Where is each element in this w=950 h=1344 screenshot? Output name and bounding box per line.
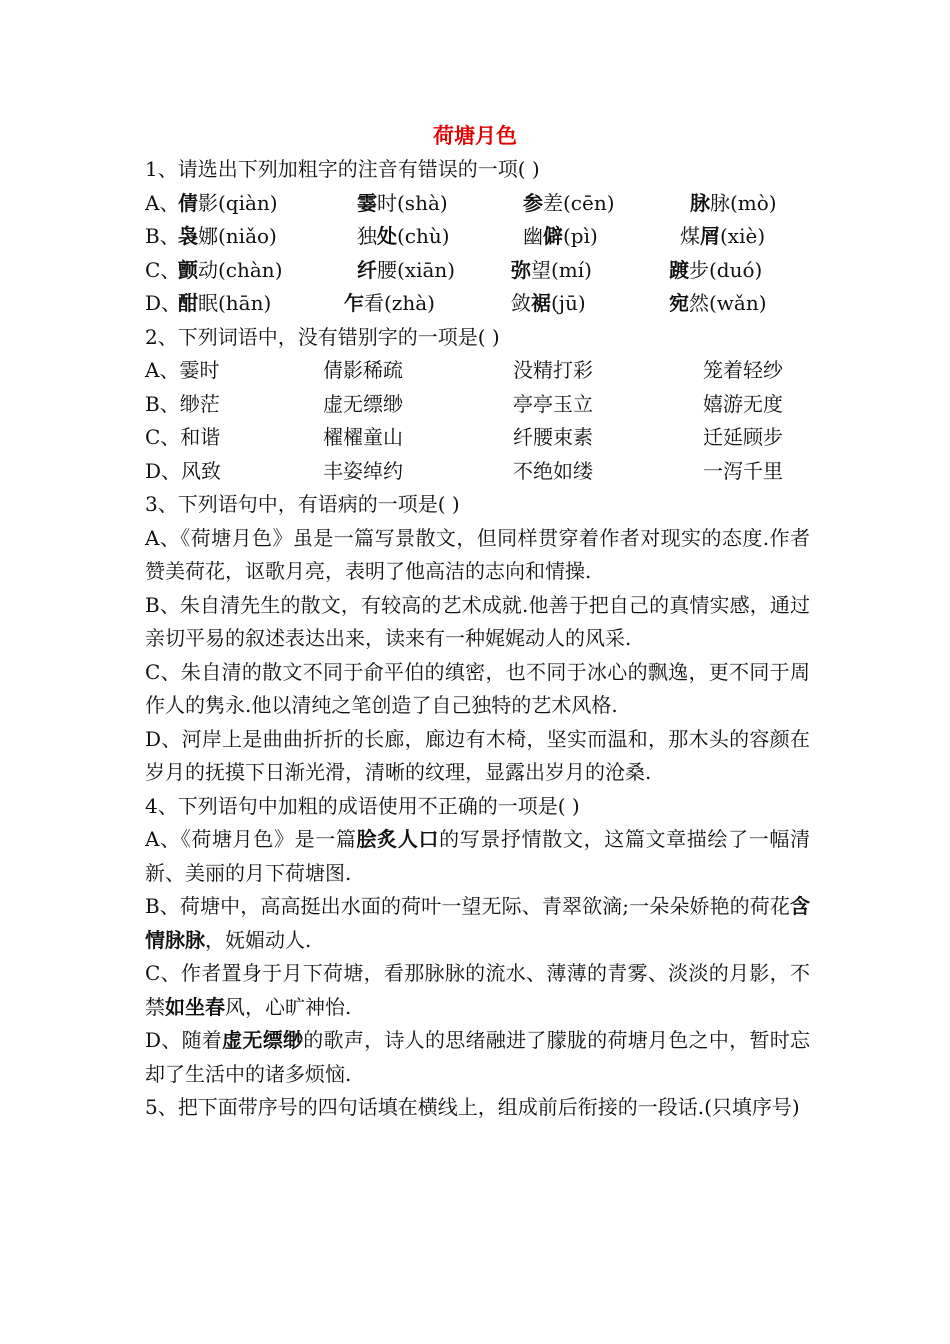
q3-option-d: D、河岸上是曲曲折折的长廊，廊边有木椅，坚实而温和，那木头的容颜在岁月的抚摸下日渐光滑，清晰的纹理，显露出岁月的沧桑.: [145, 726, 810, 784]
bold-idiom: 脍炙人口: [356, 827, 440, 851]
bold-char: 霎: [357, 190, 377, 215]
pinyin-text: (jū): [551, 291, 586, 315]
option-text: C、作者置身于月下荷塘，看那脉脉的流水、薄薄的青雾、淡淡的月影，不禁: [145, 961, 810, 1019]
pinyin-text: 影(qiàn): [198, 190, 278, 215]
option-text: B、荷塘中，高高挺出水面的荷叶一望无际、青翠欲滴;一朵朵娇艳的荷花: [145, 894, 790, 918]
word-cell: 櫂櫂童山: [323, 425, 403, 449]
question-4-stem: 4、下列语句中加粗的成语使用不正确的一项是( ): [145, 793, 580, 818]
option-text: 的写景抒情散文，这篇文章描绘了一幅清新、美丽的月下荷塘图.: [145, 827, 811, 885]
word-cell: 没精打彩: [513, 358, 593, 382]
bold-char: 袅: [178, 224, 198, 248]
pinyin-text: 看(zhà): [364, 291, 435, 315]
pinyin-text: (xiè): [720, 224, 766, 248]
q4-option-b: [145, 890, 810, 957]
bold-char: 倩: [178, 190, 198, 215]
pinyin-text: 动(chàn): [198, 257, 283, 282]
q1-option-d: [145, 287, 810, 321]
pinyin-text: (chù): [397, 224, 450, 248]
word-cell: B、缈茫: [145, 391, 220, 416]
plain-char: 敛: [511, 291, 531, 315]
pinyin-text: (pì): [563, 224, 598, 248]
word-cell: 丰姿绰约: [323, 458, 403, 483]
bold-idiom: 如坐春: [165, 994, 225, 1019]
word-cell: A、霎时: [145, 358, 220, 382]
plain-char: 幽: [523, 224, 543, 248]
option-text: 的歌声，诗人的思绪融进了朦胧的荷塘月色之中，暂时忘却了生活中的诸多烦恼.: [145, 1028, 810, 1086]
bold-char: 屑: [700, 224, 720, 248]
pinyin-text: 时(shà): [377, 190, 448, 215]
document-title: 荷塘月色: [433, 124, 517, 148]
q1-option-b: [145, 220, 810, 254]
option-text: ，妩媚动人.: [205, 927, 312, 952]
bold-char: 参: [523, 190, 543, 215]
pinyin-text: 娜(niǎo): [198, 224, 277, 248]
pinyin-text: 差(cēn): [543, 190, 615, 215]
word-cell: 纤腰束素: [513, 425, 593, 449]
question-3-stem: 3、下列语句中，有语病的一项是( ): [145, 492, 460, 516]
q2-option-d: [145, 455, 810, 489]
bold-char: 宛: [669, 291, 689, 315]
word-cell: 迁延顾步: [703, 425, 783, 449]
bold-char: 踱: [669, 257, 689, 282]
option-label: B、: [145, 224, 180, 248]
word-cell: C、和谐: [145, 425, 221, 449]
word-cell: 嬉游无度: [703, 391, 783, 416]
word-cell: D、风致: [145, 458, 222, 483]
bold-idiom: 含情脉脉: [145, 894, 810, 952]
option-label: C、: [145, 257, 181, 282]
q2-option-a: [145, 354, 810, 388]
question-1-stem: 1、请选出下列加粗字的注音有错误的一项( ): [145, 157, 540, 181]
option-text: 风，心旷神怡.: [225, 994, 352, 1019]
pinyin-text: 然(wǎn): [689, 291, 767, 315]
q2-option-b: [145, 388, 810, 422]
q3-option-b: B、朱自清先生的散文，有较高的艺术成就.他善于把自己的真情实感，通过亲切平易的叙述表达出来，读来有一种娓娓动人的风采.: [145, 592, 810, 650]
option-text: D、随着: [145, 1028, 223, 1052]
q2-option-c: [145, 421, 810, 455]
bold-char: 弥: [511, 257, 531, 282]
word-cell: 不绝如缕: [513, 458, 593, 483]
bold-char: 处: [377, 224, 397, 248]
plain-char: 独: [357, 224, 377, 248]
word-cell: 倩影稀疏: [323, 358, 403, 382]
q1-option-c: [145, 254, 810, 288]
option-label: D、: [145, 291, 182, 315]
option-text: A、《荷塘月色》是一篇: [145, 827, 357, 851]
pinyin-text: 步(duó): [689, 257, 763, 282]
bold-idiom: 虚无缥缈: [222, 1028, 304, 1052]
q4-option-c: [145, 957, 810, 1024]
bold-char: 裾: [531, 291, 551, 315]
word-cell: 一泻千里: [703, 458, 783, 483]
pinyin-text: 眠(hān): [198, 291, 272, 315]
bold-char: 颤: [178, 257, 198, 282]
word-cell: 虚无缥缈: [323, 391, 403, 416]
bold-char: 酣: [178, 291, 198, 315]
bold-char: 脉: [690, 190, 710, 215]
q3-option-c: C、朱自清的散文不同于俞平伯的缜密，也不同于冰心的飘逸，更不同于周作人的隽永.他以清纯之笔创造了自己独特的艺术风格.: [145, 659, 810, 717]
plain-char: 煤: [680, 224, 700, 248]
pinyin-text: 望(mí): [531, 257, 592, 282]
question-5-stem: 5、把下面带序号的四句话填在横线上，组成前后衔接的一段话.(只填序号): [145, 1095, 800, 1119]
q4-option-d: [145, 1024, 810, 1091]
pinyin-text: 腰(xiān): [377, 257, 456, 282]
q1-option-a: [145, 187, 810, 221]
bold-char: 乍: [344, 291, 364, 315]
option-label: A、: [145, 190, 180, 215]
question-2-stem: 2、下列词语中，没有错别字的一项是( ): [145, 324, 500, 349]
pinyin-text: 脉(mò): [710, 190, 777, 215]
bold-char: 僻: [543, 224, 563, 248]
bold-char: 纤: [357, 257, 377, 282]
q3-option-a: A、《荷塘月色》虽是一篇写景散文，但同样贯穿着作者对现实的态度.作者赞美荷花，讴歌月亮，表明了他高洁的志向和情操.: [145, 525, 810, 583]
document-body: [145, 153, 810, 1125]
word-cell: 笼着轻纱: [703, 358, 783, 382]
q4-option-a: [145, 823, 810, 890]
word-cell: 亭亭玉立: [513, 391, 593, 416]
